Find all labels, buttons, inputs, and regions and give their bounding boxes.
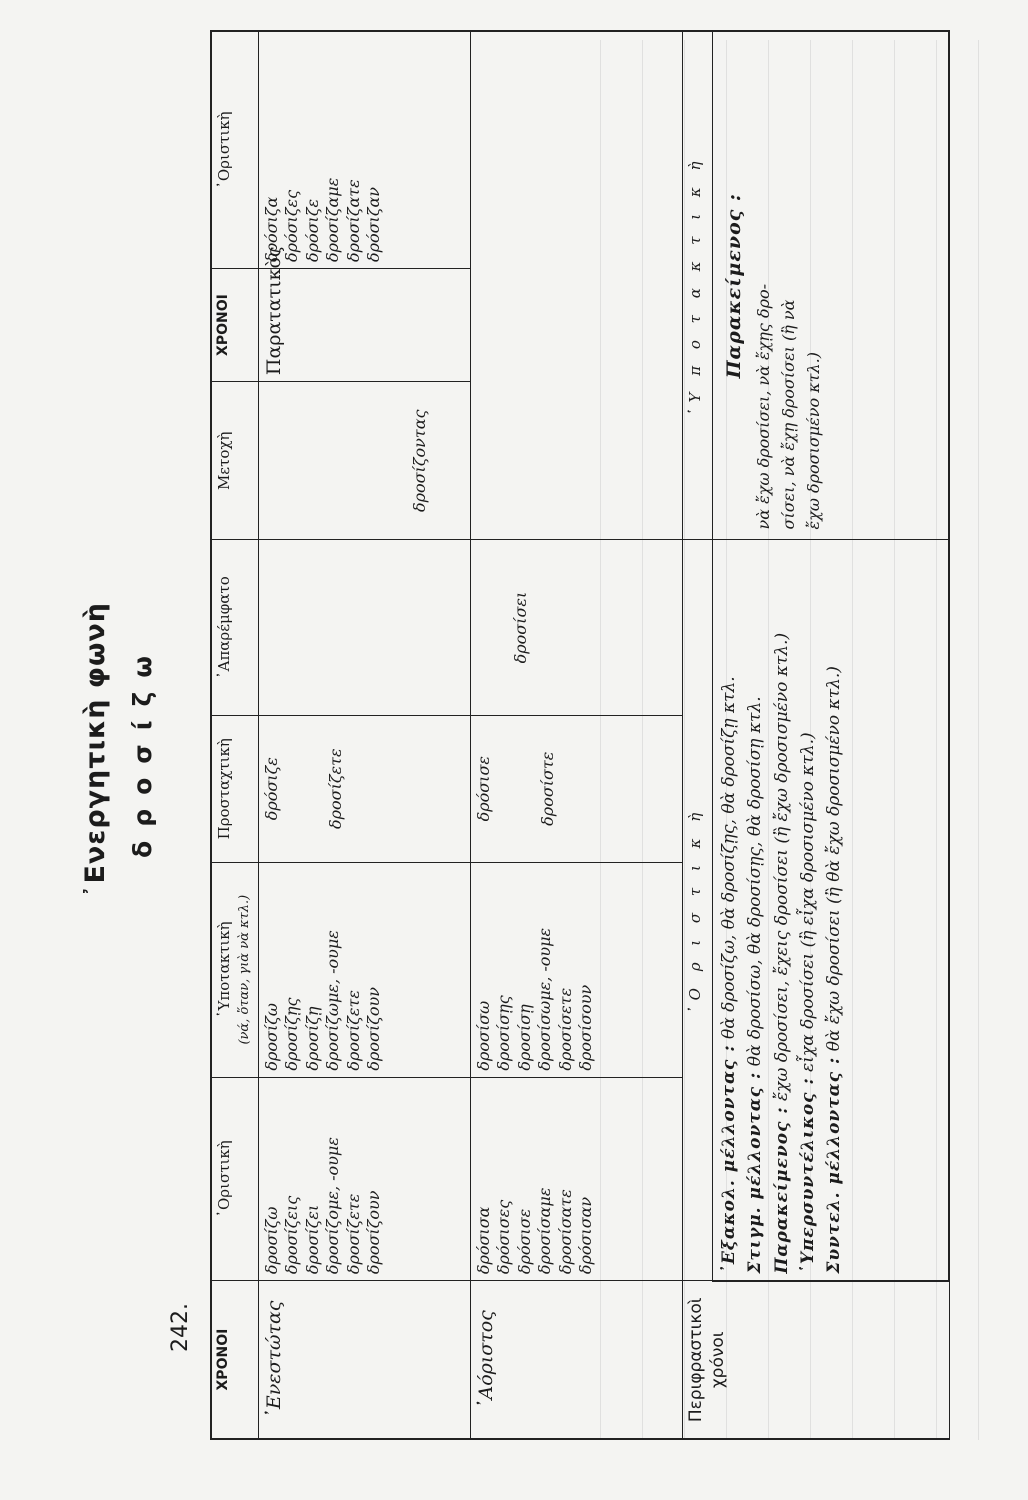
header-prostaktiki: Προσταχτικὴ <box>211 715 259 862</box>
form: δροσίζω <box>262 1206 281 1275</box>
form: δροσίζουν <box>364 986 384 1071</box>
form: δροσίσατε <box>555 1189 575 1275</box>
enestotas-metochi: δροσίζοντας <box>259 382 471 540</box>
tense-periphrastic: Περιφραστικοὶ χρόνοι <box>683 1281 950 1439</box>
form: δροσίζωμε, -ουμε <box>323 930 343 1071</box>
form: δρόσιζε <box>302 198 322 263</box>
form: δροσίζῃς <box>282 997 302 1071</box>
aoristos-prostaktiki <box>471 715 683 862</box>
form: δροσίστε <box>538 751 558 826</box>
line-label: Συντελ. μέλλοντας : <box>824 1056 845 1274</box>
line-text: θὰ δροσίσω, θὰ δροσίσῃς, θὰ δροσίσῃ κτλ. <box>745 696 766 1067</box>
paratatikos-oristiki <box>259 31 471 269</box>
form: δροσίσετε <box>555 987 575 1071</box>
periphrastic-line <box>821 546 847 1273</box>
form: δροσίζω <box>262 1003 281 1071</box>
caption-oristiki: ᾿Ο ρ ι σ τ ι κ ὴ <box>683 540 713 1281</box>
line-label: ῾Υπερσυντέλικος : <box>798 1077 819 1274</box>
periphrastic-line <box>716 546 742 1273</box>
form: δροσίζετε <box>343 1193 363 1275</box>
form: δρόσιζε <box>262 757 281 821</box>
line-label: Παρακείμενος : <box>771 1106 792 1274</box>
page-number: 242. <box>168 1303 193 1352</box>
form: δροσίζατε <box>343 179 363 263</box>
row-periphrastic-captions <box>683 31 713 1439</box>
parakeimenos-title: Παρακείμενος : <box>723 193 745 379</box>
form: δροσίσαμε <box>535 1187 555 1275</box>
form: δρόσιζες <box>282 189 302 263</box>
line-label: Στιγμ. μέλλοντας : <box>745 1071 766 1274</box>
form: δρόσισα <box>474 1206 493 1275</box>
form: δροσίσῃ <box>514 1004 534 1071</box>
tense-paratatikos: Παρατατικὸς <box>259 269 471 382</box>
periphrastic-line <box>795 546 821 1273</box>
form: δροσίσῃς <box>494 995 514 1071</box>
conjugation-table <box>210 30 950 1440</box>
line-text: θὰ ἔχω δροσίσει (ἢ θὰ ἔχω δροσισμένο κτλ.) <box>824 666 845 1052</box>
header-oristiki: ᾿Οριστικὴ <box>211 1077 259 1281</box>
header-chronoi-2: ΧΡΟΝΟΙ <box>211 269 259 382</box>
line-label: ᾿Εξακολ. μέλλοντας : <box>719 1044 739 1274</box>
form: δροσίζουν <box>364 1190 384 1275</box>
parakeimenos-body <box>752 38 826 533</box>
form: δρόσισε <box>514 1208 534 1275</box>
tense-aoristos: ᾿Αόριστος <box>471 1281 683 1439</box>
form: δροσίσω <box>474 1000 493 1071</box>
form: δροσίζομε, -ουμε <box>323 1137 343 1275</box>
form: δροσίζεις <box>282 1195 302 1275</box>
parakeimenos-line: ἔχω δροσισμένο κτλ.) <box>803 351 823 530</box>
periphrastic-line <box>769 546 795 1273</box>
aoristos-empty <box>471 31 683 540</box>
line-text: θὰ δροσίζω, θὰ δροσίζῃς, θὰ δροσίζῃ κτλ. <box>719 676 739 1039</box>
periphrastic-oristiki <box>713 540 950 1281</box>
form: δροσίσουν <box>576 984 596 1071</box>
form: δροσίζῃ <box>302 1006 322 1071</box>
form: δροσίζαμε <box>323 177 343 263</box>
form: δρόσιζα <box>262 196 281 263</box>
tense-enestotas: ᾿Ενεστώτας <box>259 1281 471 1439</box>
header-metochi: Μετοχὴ <box>211 382 259 540</box>
form: δρόσισε <box>474 756 493 822</box>
caption-ypotaktiki: ῾Υ π ο τ α κ τ ι κ ὴ <box>683 31 713 540</box>
row-aoristos <box>471 31 683 1439</box>
form: δροσίζετε <box>326 748 346 830</box>
periphrastic-ypotaktiki <box>713 31 950 540</box>
line-text: ἔχω δροσίσει, ἔχεις δροσίσει (ἢ ἔχω δροσισμένο κτλ.) <box>771 632 792 1101</box>
header-aparemfato: ᾿Απαρέμφατο <box>211 540 259 715</box>
form: δροσίσωμε, -ουμε <box>535 927 555 1071</box>
header-row <box>211 31 259 1439</box>
enestotas-oristiki <box>259 1077 471 1281</box>
form: δροσίζει <box>302 1204 322 1275</box>
form: δροσίζετε <box>343 990 363 1071</box>
aoristos-ypotaktiki <box>471 862 683 1077</box>
enestotas-ypotaktiki <box>259 862 471 1077</box>
header-ypotaktiki <box>211 862 259 1077</box>
row-enestotas <box>259 31 471 1439</box>
header-chronoi: ΧΡΟΝΟΙ <box>211 1281 259 1439</box>
header-oristiki-2: ᾿Οριστικὴ <box>211 31 259 269</box>
enestotas-prostaktiki <box>259 715 471 862</box>
periphrastic-line <box>742 546 768 1273</box>
header-ypotaktiki-sub: (νά, ὅταν, γιὰ νὰ κτλ.) <box>237 894 253 1045</box>
page-title: ᾿Ενεργητικὴ φωνὴ <box>80 601 111 899</box>
form: δρόσισαν <box>576 1196 596 1275</box>
row-periphrastic-body <box>713 31 950 1439</box>
aoristos-aparemfato: δροσίσει <box>471 540 683 715</box>
aoristos-oristiki <box>471 1077 683 1281</box>
parakeimenos-line: σίσει, νὰ ἔχῃ δροσίσει (ἢ νὰ <box>779 299 799 530</box>
line-text: εἶχα δροσίσει (ἢ εἶχα δροσισμένο κτλ.) <box>798 732 819 1072</box>
parakeimenos-line: νὰ ἔχω δροσίσει, νὰ ἔχῃς δρο- <box>754 283 774 530</box>
form: δρόσισες <box>494 1199 514 1275</box>
enestotas-aparemfato <box>259 540 471 715</box>
verb-heading: δροσίζω <box>128 642 157 858</box>
header-ypotaktiki-title: ῾Υποτακτικὴ <box>215 921 233 1018</box>
form: δρόσιζαν <box>364 186 384 263</box>
